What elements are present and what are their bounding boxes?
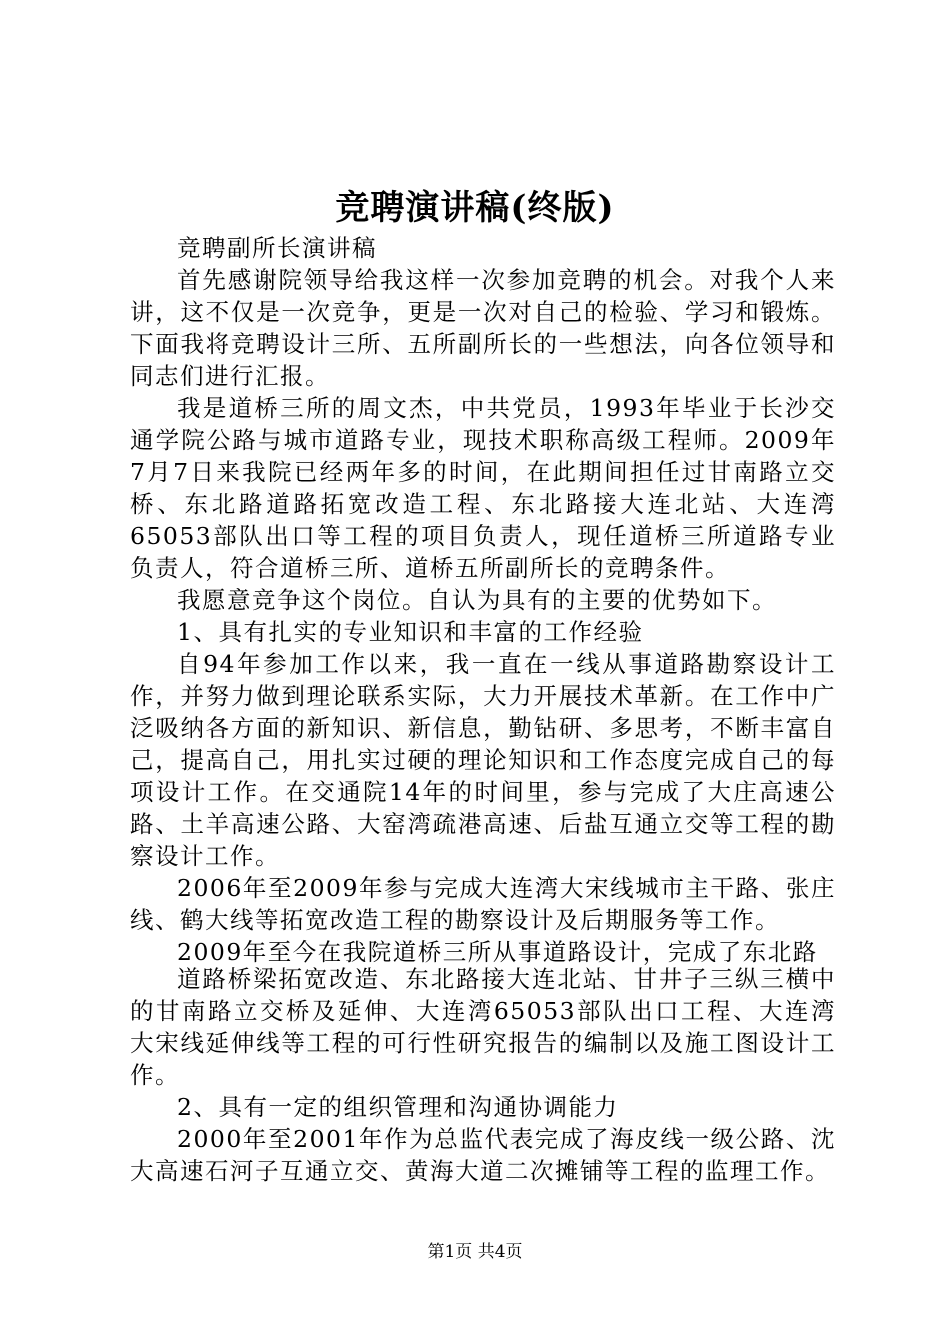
paragraph: 我愿意竞争这个岗位。自认为具有的主要的优势如下。 — [177, 586, 777, 614]
paragraph: 自94年参加工作以来，我一直在一线从事道路勘察设计工作，并努力做到理论联系实际，大力开展技术革新。在工作中广泛吸纳各方面的新知识、新信息，勤钻研、多思考，不断丰富自己，提高自己，用扎实过硬的理论知识和工作态度完成自己的每项设计工作。在交通院14年的时间里，参与完成了大庄高速公路、土羊高速公路、大窑湾疏港高速、后盐互通立交等工程的勘察设计工作。 — [130, 650, 836, 870]
section-heading: 2、具有一定的组织管理和沟通协调能力 — [177, 1093, 619, 1121]
body-text-part1 — [130, 232, 836, 968]
paragraph: 首先感谢院领导给我这样一次参加竞聘的机会。对我个人来讲，这不仅是一次竞争，更是一次对自己的检验、学习和锻炼。下面我将竞聘设计三所、五所副所长的一些想法，向各位领导和同志们进行汇报。 — [130, 266, 836, 390]
body-text-part2 — [130, 963, 836, 1187]
page-footer: 第1页 共4页 — [427, 1242, 523, 1262]
paragraph: 2000年至2001年作为总监代表完成了海皮线一级公路、沈大高速石河子互通立交、黄海大道二次摊铺等工程的监理工作。 — [130, 1125, 836, 1185]
paragraph: 2009年至今在我院道桥三所从事道路设计，完成了东北路 — [177, 938, 818, 966]
paragraph: 2006年至2009年参与完成大连湾大宋线城市主干路、张庄线、鹤大线等拓宽改造工程的勘察设计及后期服务等工作。 — [130, 874, 836, 934]
paragraph-subtitle: 竞聘副所长演讲稿 — [177, 234, 377, 262]
section-heading: 1、具有扎实的专业知识和丰富的工作经验 — [177, 618, 644, 646]
paragraph: 道路桥梁拓宽改造、东北路接大连北站、甘井子三纵三横中的甘南路立交桥及延伸、大连湾65053部队出口工程、大连湾大宋线延伸线等工程的可行性研究报告的编制以及施工图设计工作。 — [130, 965, 836, 1089]
paragraph: 我是道桥三所的周文杰，中共党员，1993年毕业于长沙交通学院公路与城市道路专业，现技术职称高级工程师。2009年7月7日来我院已经两年多的时间，在此期间担任过甘南路立交桥、东北路道路拓宽改造工程、东北路接大连北站、大连湾65053部队出口等工程的项目负责人，现任道桥三所道路专业负责人，符合道桥三所、道桥五所副所长的竞聘条件。 — [130, 394, 836, 582]
document-title: 竞聘演讲稿(终版) — [335, 188, 615, 228]
